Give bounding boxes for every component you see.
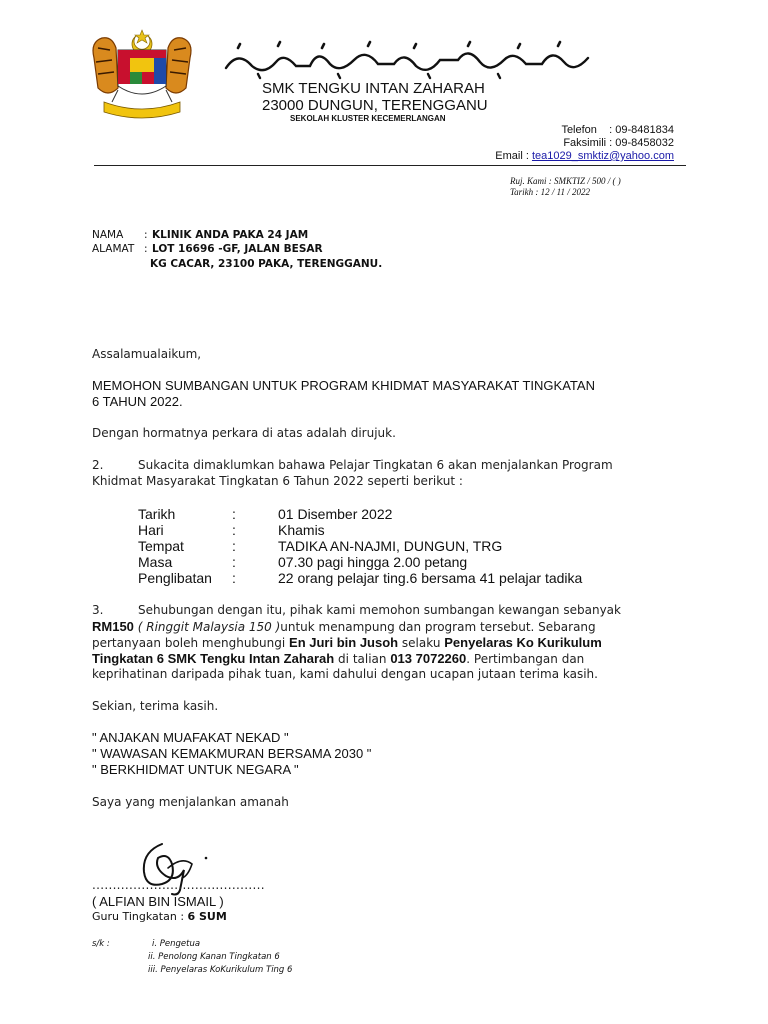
para3-line2 [92,619,596,634]
signatory-name: ( ALFIAN BIN ISMAIL ) [92,894,224,909]
detail-value: 01 Disember 2022 [278,506,393,522]
detail-label: Masa [138,554,173,570]
intro-text: Dengan hormatnya perkara di atas adalah dirujuk. [92,426,396,440]
closing: Sekian, terima kasih. [92,699,219,713]
para2-line2: Khidmat Masyarakat Tingkatan 6 Tahun 2022 seperti berikut : [92,474,463,488]
email-link[interactable]: tea1029_smktiz@yahoo.com [531,150,674,162]
slogan-3: " BERKHIDMAT UNTUK NEGARA " [92,762,299,777]
fax-value: : 09-8458032 [609,137,674,149]
para3-line4 [92,651,584,666]
detail-sep: : [232,506,236,522]
contact-role-school: Tingkatan 6 SMK Tengku Intan Zaharah [92,651,335,666]
para2-line1: Sukacita dimaklumkan bahawa Pelajar Tingkatan 6 akan menjalankan Program [138,458,613,472]
role-value: 6 SUM [187,910,227,923]
subject-line2: 6 TAHUN 2022. [92,394,183,409]
reference-number: Ruj. Kami : SMKTIZ / 500 / ( ) [510,176,621,186]
slogan-2: " WAWASAN KEMAKMURAN BERSAMA 2030 " [92,746,372,761]
subject-line1: MEMOHON SUMBANGAN UNTUK PROGRAM KHIDMAT MASYARAKAT TINGKATAN [92,378,595,393]
cc-label: s/k : [92,939,110,949]
detail-label: Hari [138,522,164,538]
coat-of-arms-logo [88,28,196,124]
email-label: Email : [495,150,532,162]
phone-label: Telefon [561,124,597,136]
role-label: Guru Tingkatan : [92,910,188,923]
para3-line3-mid: selaku [398,636,445,650]
email-line [495,150,674,162]
contact-phone: 013 7072260 [390,651,467,666]
contact-person: En Juri bin Jusoh [289,635,399,650]
reference-date: Tarikh : 12 / 11 / 2022 [510,187,591,197]
para3-line3-text: pertanyaan boleh menghubungi [92,636,290,650]
phone-value: : 09-8481834 [609,124,674,136]
requested-amount: RM150 [92,619,134,634]
contact-role: Penyelaras Ko Kurikulum [444,635,602,650]
para3-line4-mid: di talian [334,652,391,666]
detail-value: 22 orang pelajar ting.6 bersama 41 pelajar tadika [278,570,583,586]
signatory-role [92,910,227,923]
detail-value: 07.30 pagi hingga 2.00 petang [278,554,468,570]
jawi-school-name [218,40,598,80]
recipient-name: KLINIK ANDA PAKA 24 JAM [152,229,309,241]
fax-label: Faksimili [563,137,607,149]
greeting: Assalamualaikum, [92,347,202,361]
para3-line1: Sehubungan dengan itu, pihak kami memohon sumbangan kewangan sebanyak [138,603,621,617]
detail-sep: : [232,570,236,586]
cc-item: ii. Penolong Kanan Tingkatan 6 [148,952,280,962]
para3-line5: keprihatinan daripada pihak tuan, kami dahului dengan ucapan jutaan terima kasih. [92,667,598,681]
cluster-label: SEKOLAH KLUSTER KECEMERLANGAN [290,114,446,123]
detail-label: Penglibatan [138,570,212,586]
slogan-1: " ANJAKAN MUAFAKAT NEKAD " [92,730,289,745]
recipient-address-line1: LOT 16696 -GF, JALAN BESAR [152,243,323,255]
recipient-address-sep: : [144,243,148,255]
school-name: SMK TENGKU INTAN ZAHARAH [262,80,485,97]
cc-item: i. Pengetua [152,939,201,949]
para3-number: 3. [92,603,104,617]
recipient-name-sep: : [144,229,148,241]
fax-line [563,137,674,149]
detail-sep: : [232,522,236,538]
phone-line [561,124,674,136]
para3-line3 [92,635,602,650]
para2-number: 2. [92,458,104,472]
signature-dots: .......................................... [92,878,265,892]
detail-label: Tarikh [138,506,176,522]
para3-line2-rest: untuk menampung dan program tersebut. Sebarang [280,620,596,634]
school-address: 23000 DUNGUN, TERENGGANU [262,97,488,114]
detail-value: Khamis [278,522,325,538]
cc-item: iii. Penyelaras KoKurikulum Ting 6 [148,965,293,975]
header-divider [94,165,686,166]
detail-sep: : [232,554,236,570]
para3-line4-end: . Pertimbangan dan [466,652,585,666]
detail-label: Tempat [138,538,184,554]
recipient-address-label: ALAMAT [92,243,135,255]
detail-value: TADIKA AN-NAJMI, DUNGUN, TRG [278,538,503,554]
recipient-address-line2: KG CACAR, 23100 PAKA, TERENGGANU. [150,258,383,270]
recipient-name-label: NAMA [92,229,124,241]
amount-in-words: ( Ringgit Malaysia 150 ) [137,620,281,634]
detail-sep: : [232,538,236,554]
trust-line: Saya yang menjalankan amanah [92,795,289,809]
